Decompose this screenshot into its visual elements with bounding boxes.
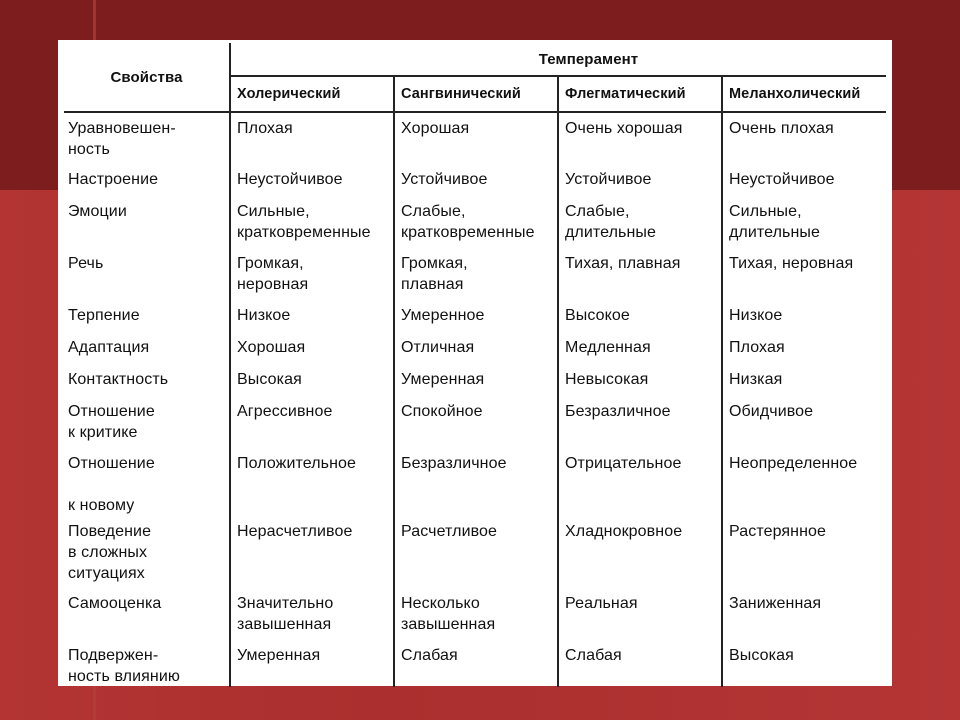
value-cell: Невысокая — [558, 364, 722, 396]
value-cell: Низкая — [729, 371, 783, 388]
value-cell: Умеренная — [230, 640, 394, 687]
property-cell: Отношение к новому — [64, 448, 230, 516]
table-row — [64, 164, 886, 196]
table-row — [64, 396, 886, 448]
table-row — [64, 640, 886, 687]
value-cell: Устойчивое — [394, 164, 558, 196]
table-row — [64, 196, 886, 248]
table-row — [64, 588, 886, 640]
header-choleric: Холерический — [230, 76, 394, 112]
table-row — [64, 112, 886, 164]
value-cell: Отличная — [394, 332, 558, 364]
value-cell: Высокая — [729, 647, 794, 664]
value-cell: Тихая, неровная — [729, 255, 854, 272]
value-cell: Отрицательное — [558, 448, 722, 516]
value-cell: Обидчивое — [729, 403, 814, 420]
value-cell: Неустойчивое — [230, 164, 394, 196]
value-cell: Агрессивное — [230, 396, 394, 448]
value-cell: Положительное — [230, 448, 394, 516]
value-cell: Безразличное — [558, 396, 722, 448]
value-cell: Слабая — [558, 640, 722, 687]
header-sanguine: Сангвинический — [394, 76, 558, 112]
property-cell: Самооценка — [64, 588, 230, 640]
table-sheet — [58, 40, 892, 686]
value-cell: Расчетливое — [394, 516, 558, 588]
value-cell: Высокая — [230, 364, 394, 396]
value-cell: Неустойчивое — [729, 171, 835, 188]
value-cell: Спокойное — [394, 396, 558, 448]
property-cell: Уравновешен- ность — [64, 112, 230, 164]
value-cell: Безразличное — [394, 448, 558, 516]
value-cell: Реальная — [558, 588, 722, 640]
property-cell: Настроение — [64, 164, 230, 196]
property-cell: Адаптация — [64, 332, 230, 364]
value-cell: Низкое — [729, 307, 783, 324]
value-cell: Неопределенное — [729, 455, 858, 472]
value-cell: Очень плохая — [729, 120, 834, 137]
property-cell: Терпение — [64, 300, 230, 332]
table-row — [64, 516, 886, 588]
header-melancholic: Меланхолический — [722, 76, 886, 112]
value-cell: Сильные, кратковременные — [230, 196, 394, 248]
value-cell: Громкая, неровная — [230, 248, 394, 300]
value-cell: Хорошая — [394, 112, 558, 164]
value-cell: Слабая — [394, 640, 558, 687]
property-cell: Отношение к критике — [64, 396, 230, 448]
value-cell: Заниженная — [729, 595, 822, 612]
value-cell: Плохая — [230, 112, 394, 164]
value-cell: Очень хорошая — [558, 112, 722, 164]
value-cell: Значительно завышенная — [230, 588, 394, 640]
property-cell: Контактность — [64, 364, 230, 396]
property-cell: Подвержен- ность влиянию — [64, 640, 230, 687]
value-cell: Медленная — [558, 332, 722, 364]
property-cell: Поведение в сложных ситуациях — [64, 516, 230, 588]
value-cell: Хладнокровное — [558, 516, 722, 588]
table-row — [64, 364, 886, 396]
table-row — [64, 248, 886, 300]
property-cell: Эмоции — [64, 196, 230, 248]
table-row — [64, 448, 886, 516]
header-properties: Свойства — [64, 43, 230, 112]
value-cell: Сильные, длительные — [729, 203, 821, 241]
value-cell: Тихая, плавная — [558, 248, 722, 300]
value-cell: Громкая, плавная — [394, 248, 558, 300]
value-cell: Нерасчетливое — [230, 516, 394, 588]
value-cell: Низкое — [230, 300, 394, 332]
value-cell: Растерянное — [729, 523, 827, 540]
value-cell: Несколько завышенная — [394, 588, 558, 640]
value-cell: Слабые, длительные — [558, 196, 722, 248]
value-cell: Умеренное — [394, 300, 558, 332]
header-phlegmatic: Флегматический — [558, 76, 722, 112]
value-cell: Слабые, кратковременные — [394, 196, 558, 248]
value-cell: Устойчивое — [558, 164, 722, 196]
header-temperament: Темперамент — [230, 43, 886, 76]
value-cell: Высокое — [558, 300, 722, 332]
value-cell: Хорошая — [230, 332, 394, 364]
table-row — [64, 332, 886, 364]
temperament-table — [64, 43, 886, 687]
property-cell: Речь — [64, 248, 230, 300]
value-cell: Плохая — [729, 339, 785, 356]
value-cell: Умеренная — [394, 364, 558, 396]
table-row — [64, 300, 886, 332]
